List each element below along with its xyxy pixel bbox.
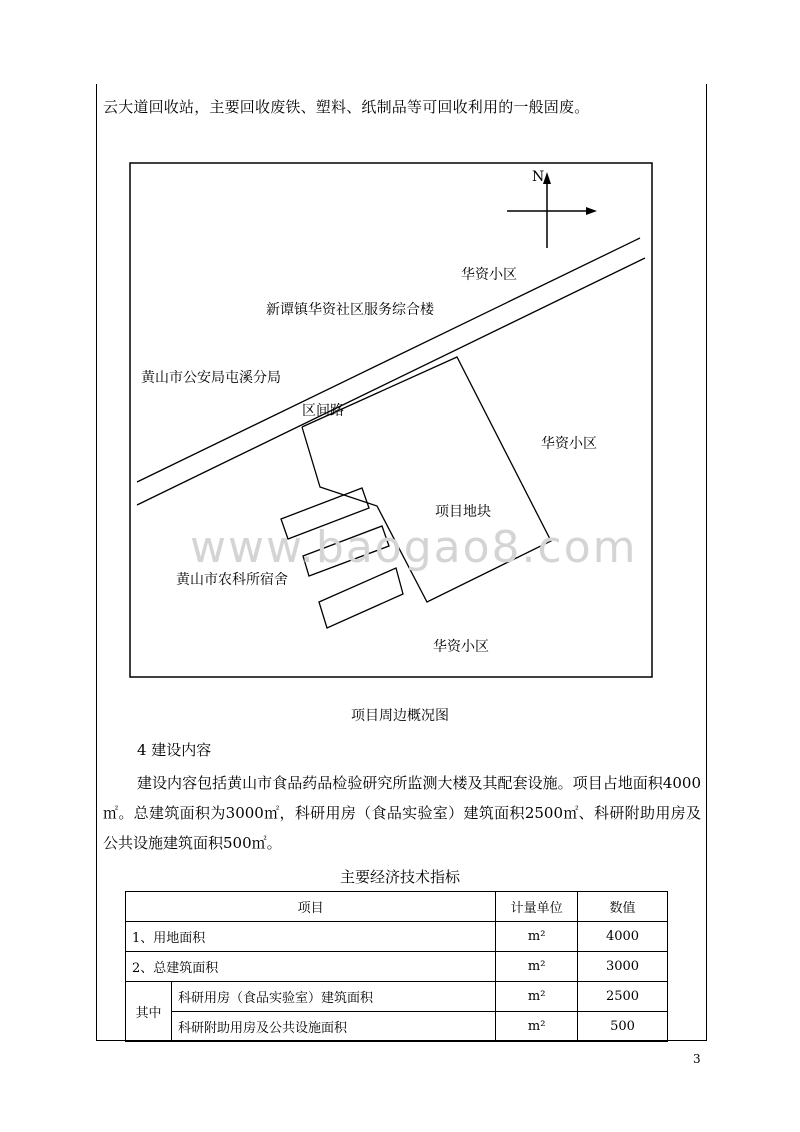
label-project-site: 项目地块 xyxy=(435,504,491,520)
row-value: 3000 xyxy=(578,952,668,982)
label-road: 区间路 xyxy=(302,403,344,419)
table-row xyxy=(126,1012,668,1042)
table-row xyxy=(126,922,668,952)
table-row xyxy=(126,952,668,982)
economic-indicators-table xyxy=(125,891,668,1042)
label-dormitory: 黄山市农科所宿舍 xyxy=(176,572,288,588)
label-huazi-right: 华资小区 xyxy=(541,436,597,452)
table-row xyxy=(126,982,668,1012)
section-title: 4 建设内容 xyxy=(137,741,212,759)
table-title: 主要经济技术指标 xyxy=(339,868,460,886)
label-huazi-top: 华资小区 xyxy=(461,267,517,283)
page-number: 3 xyxy=(693,1052,701,1066)
row-item: 科研用房（食品实验室）建筑面积 xyxy=(171,982,495,1012)
group-label: 其中 xyxy=(126,982,172,1042)
label-service-building: 新谭镇华资社区服务综合楼 xyxy=(266,302,434,318)
label-huazi-bottom: 华资小区 xyxy=(433,639,489,655)
header-value: 数值 xyxy=(578,892,668,922)
label-police: 黄山市公安局屯溪分局 xyxy=(141,370,281,386)
row-value: 500 xyxy=(578,1012,668,1042)
table-header-row xyxy=(126,892,668,922)
row-item: 2、总建筑面积 xyxy=(126,952,496,982)
row-unit: m² xyxy=(496,922,578,952)
row-unit: m² xyxy=(496,952,578,982)
row-item: 1、用地面积 xyxy=(126,922,496,952)
row-item: 科研附助用房及公共设施面积 xyxy=(171,1012,495,1042)
north-label: N xyxy=(532,169,545,185)
row-value: 2500 xyxy=(578,982,668,1012)
construction-paragraph: 建设内容包括黄山市食品药品检验研究所监测大楼及其配套设施。项目占地面积4000㎡。总建筑面积为3000㎡，科研用房（食品实验室）建筑面积2500㎡、科研附助用房及公共设施建筑面积500㎡。 xyxy=(103,774,701,852)
row-value: 4000 xyxy=(578,922,668,952)
dormitory-building-3 xyxy=(319,568,403,628)
watermark: www.baogao8.com xyxy=(190,522,638,573)
row-unit: m² xyxy=(496,982,578,1012)
row-unit: m² xyxy=(496,1012,578,1042)
header-item: 项目 xyxy=(126,892,496,922)
figure-caption: 项目周边概况图 xyxy=(351,708,449,724)
east-arrow-head xyxy=(586,207,597,215)
intro-line: 云大道回收站，主要回收废铁、塑料、纸制品等可回收利用的一般固废。 xyxy=(103,98,590,116)
header-unit: 计量单位 xyxy=(496,892,578,922)
